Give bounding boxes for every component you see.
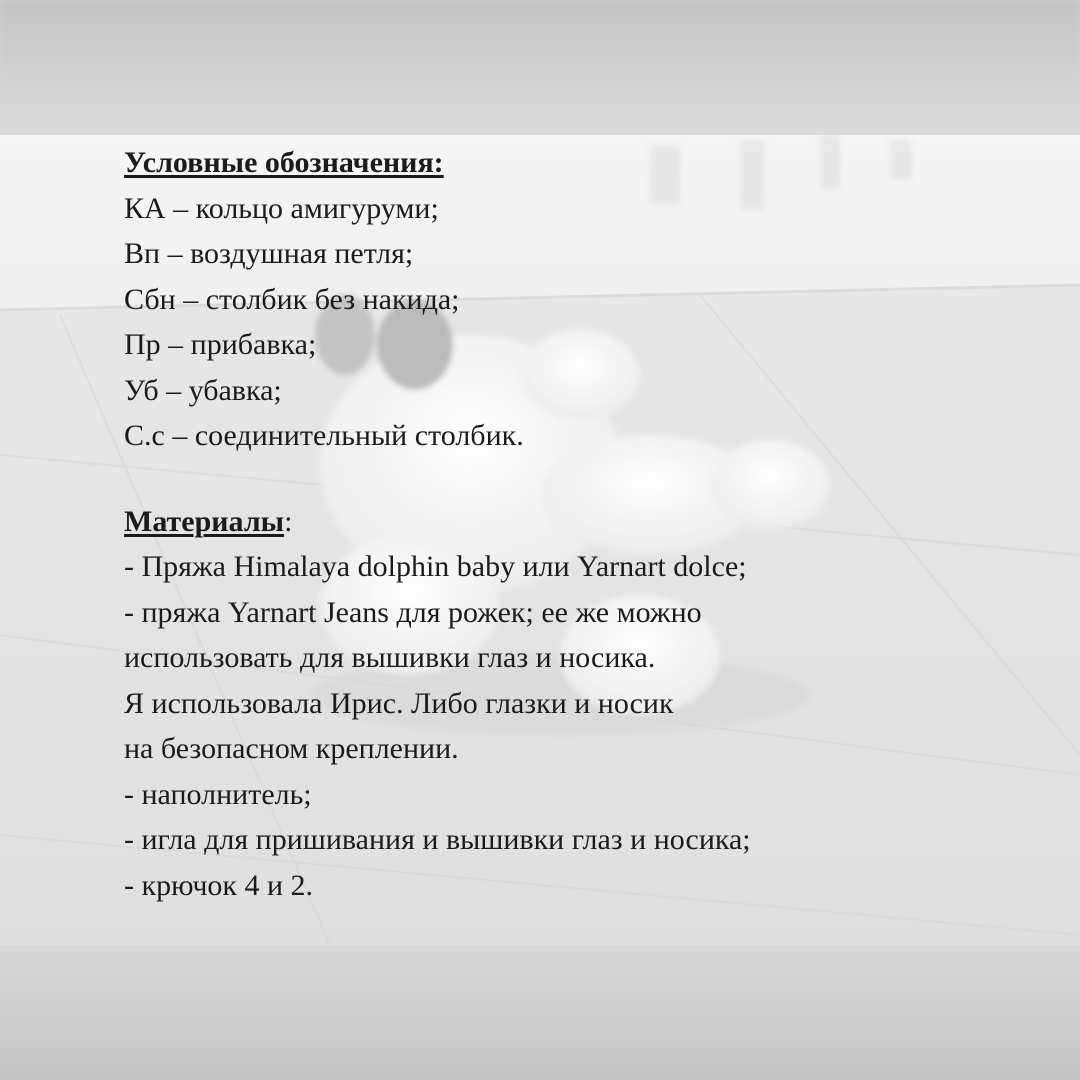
legend-item: Уб – убавка;	[124, 373, 282, 407]
materials-line: - игла для пришивания и вышивки глаз и носика;	[124, 823, 751, 856]
legend-item: Пр – прибавка;	[124, 328, 317, 361]
materials-line: - Пряжа Himalaya dolphin baby или Yarnart dolce;	[124, 550, 747, 583]
spacer	[124, 459, 1024, 499]
legend-item: КА – кольцо амигуруми;	[124, 191, 439, 225]
materials-line: - наполнитель;	[124, 777, 312, 811]
materials-heading-line	[124, 499, 1024, 545]
materials-line: использовать для вышивки глаз и носика.	[124, 641, 656, 674]
materials-heading-colon: :	[284, 504, 293, 538]
legend-heading: Условные обозначения:	[124, 146, 444, 179]
materials-heading: Материалы	[124, 504, 285, 538]
materials-line: на безопасном креплении.	[124, 732, 459, 765]
materials-line: - пряжа Yarnart Jeans для рожек; ее же можно	[124, 595, 702, 629]
blurred-bottom-border	[0, 945, 1080, 1080]
pattern-text	[124, 140, 1024, 908]
legend-item: С.с – соединительный столбик.	[124, 419, 524, 452]
materials-line: - крючок 4 и 2.	[124, 868, 314, 902]
blurred-top-border	[0, 0, 1080, 135]
legend-item: Вп – воздушная петля;	[124, 237, 414, 270]
materials-line: Я использовала Ирис. Либо глазки и носик	[124, 686, 674, 720]
legend-item: Сбн – столбик без накида;	[124, 282, 460, 316]
